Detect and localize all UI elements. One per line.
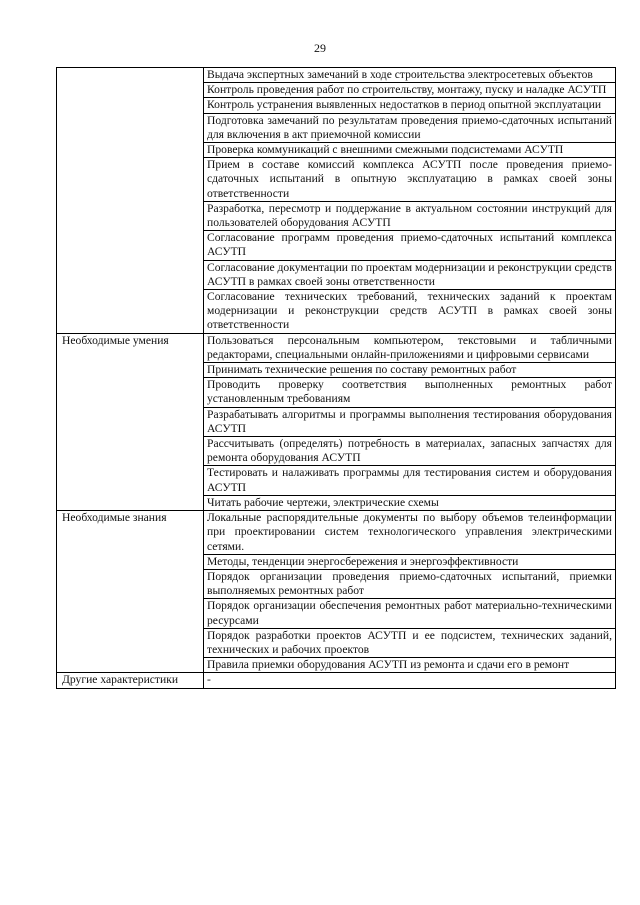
section-item: Пользоваться персональным компьютером, текстовыми и табличными редакторами, специальными онлайн-приложениями и цифровыми сервисами xyxy=(204,333,616,362)
section-item: Контроль проведения работ по строительству, монтажу, пуску и наладке АСУТП xyxy=(204,83,616,98)
section-label xyxy=(57,68,204,334)
section-item: Порядок организации обеспечения ремонтных работ материально-техническими ресурсами xyxy=(204,599,616,628)
section-item: Проводить проверку соответствия выполненных ремонтных работ установленным требованиям xyxy=(204,378,616,407)
requirements-table xyxy=(56,67,616,689)
page-number: 29 xyxy=(314,41,326,55)
table-row xyxy=(57,68,616,83)
section-item: Контроль устранения выявленных недостатков в период опытной эксплуатации xyxy=(204,98,616,113)
table-row xyxy=(57,333,616,362)
section-item: Разработка, пересмотр и поддержание в актуальном состоянии инструкций для пользователей оборудования АСУТП xyxy=(204,201,616,230)
section-item: Рассчитывать (определять) потребность в материалах, запасных запчастях для ремонта оборудования АСУТП xyxy=(204,437,616,466)
section-item: Проверка коммуникаций с внешними смежными подсистемами АСУТП xyxy=(204,143,616,158)
section-item: - xyxy=(204,673,616,688)
section-item: Локальные распорядительные документы по выбору объемов телеинформации при проектировании систем технологического управления электрическими сетями. xyxy=(204,511,616,555)
section-item: Согласование программ проведения приемо-сдаточных испытаний комплекса АСУТП xyxy=(204,231,616,260)
section-item: Правила приемки оборудования АСУТП из ремонта и сдачи его в ремонт xyxy=(204,658,616,673)
section-label: Другие характеристики xyxy=(57,673,204,688)
section-item: Методы, тенденции энергосбережения и энергоэффективности xyxy=(204,554,616,569)
section-item: Тестировать и налаживать программы для тестирования систем и оборудования АСУТП xyxy=(204,466,616,495)
table-body xyxy=(57,68,616,689)
section-label: Необходимые знания xyxy=(57,511,204,673)
section-label: Необходимые умения xyxy=(57,333,204,510)
section-item: Согласование технических требований, технических заданий к проектам модернизации и реконструкции средств АСУТП в рамках своей зоны ответственности xyxy=(204,290,616,334)
section-item: Прием в составе комиссий комплекса АСУТП после проведения приемо-сдаточных испытаний в опытную эксплуатацию в рамках своей зоны ответственности xyxy=(204,158,616,202)
section-item: Выдача экспертных замечаний в ходе строительства электросетевых объектов xyxy=(204,68,616,83)
section-item: Принимать технические решения по составу ремонтных работ xyxy=(204,363,616,378)
table-row xyxy=(57,511,616,555)
section-item: Порядок организации проведения приемо-сдаточных испытаний, приемки выполняемых ремонтных работ xyxy=(204,569,616,598)
section-item: Согласование документации по проектам модернизации и реконструкции средств АСУТП в рамках своей зоны ответственности xyxy=(204,260,616,289)
section-item: Порядок разработки проектов АСУТП и ее подсистем, технических заданий, технических и рабочих проектов xyxy=(204,628,616,657)
section-item: Разрабатывать алгоритмы и программы выполнения тестирования оборудования АСУТП xyxy=(204,407,616,436)
section-item: Читать рабочие чертежи, электрические схемы xyxy=(204,495,616,510)
table-row xyxy=(57,673,616,688)
section-item: Подготовка замечаний по результатам проведения приемо-сдаточных испытаний для включения в акт приемочной комиссии xyxy=(204,113,616,142)
